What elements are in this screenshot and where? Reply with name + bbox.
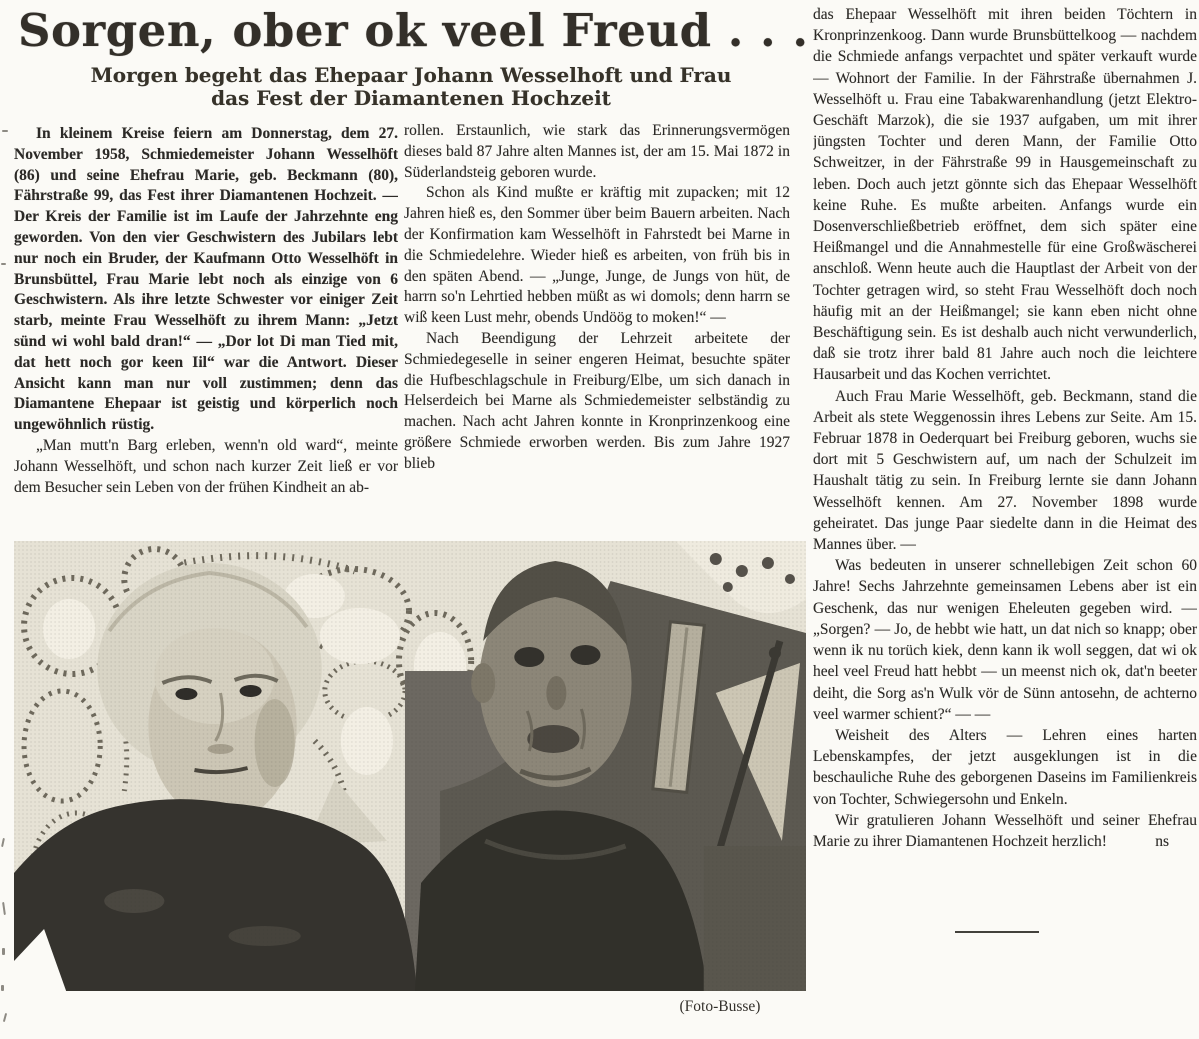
subheadline <box>86 64 736 110</box>
paragraph: Was bedeuten in unserer schnellebigen Zeit schon 60 Jahre! Sechs Jahrzehnte gemeinsamen Lebens aber ist ein Geschenk, das nur wenigen Eheleuten gegeben wird. — „Sorgen? — Jo, de hebbt wie hatt, un dat nich so knapp; ober wenn ik nu torüch kiek, denn kann ik woll seggen, dat wi ok heel veel Freud hatt hebbt — un meenst nich ok, dat'n beeter deiht, die Sorg as'n Wulk vör de Sünn antosehn, de achterno veel warmer schient?“ — — <box>813 557 1197 723</box>
paragraph: Auch Frau Marie Wesselhöft, geb. Beckmann, stand die Arbeit als stete Weggenossin ihres Lebens zur Seite. Am 15. Februar 1878 in Oederquart bei Freiburg geboren, wuchs sie dort mit 5 Geschwistern auf, um nach der Schulzeit im Haushalt tätig zu sein. In Freiburg lernte sie dann Johann Wesselhöft kennen. Am 27. November 1898 wurde geheiratet. Das junge Paar siedelte dann in die Heimat des Mannes über. — <box>813 387 1197 554</box>
margin-mark <box>2 948 5 955</box>
margin-mark <box>1 985 4 991</box>
article-column-3 <box>813 4 1197 920</box>
section-divider <box>955 931 1039 933</box>
margin-mark <box>3 1013 7 1022</box>
subheadline-line-1: Morgen begeht das Ehepaar Johann Wesselhoft und Frau <box>90 63 732 87</box>
article-column-1 <box>14 124 398 520</box>
paragraph-continuation: rollen. Erstaunlich, wie stark das Erinnerungsvermögen dieses bald 87 Jahre alten Mannes ist, der am 15. Mai 1872 in Süderlandsteig geboren wurde. <box>404 122 790 181</box>
subheadline-line-2: das Fest der Diamantenen Hochzeit <box>211 86 611 110</box>
margin-mark <box>2 902 6 915</box>
photo-credit: (Foto-Busse) <box>679 998 761 1015</box>
wedding-couple-photo <box>14 541 806 991</box>
paragraph: Weisheit des Alters — Lehren eines harten Lebenskampfes, der jetzt ausgeklungen ist in die beschauliche Ruhe des geborgenen Daseins im Familienkreis von Tochter, Schwiegersohn und Enkeln. <box>813 726 1197 808</box>
margin-mark <box>1 263 6 265</box>
paragraph: Nach Beendigung der Lehrzeit arbeitete der Schmiedegeselle in seiner engeren Heimat, besuchte später die Hufbeschlagschule in Freiburg/Elbe, um sich danach in Helserdeich bei Marne als Schmiedemeister selbständig zu machen. Nach acht Jahren konnte in Kronprinzenkoog eine größere Schmiede erworben werden. Bis zum Jahre 1927 blieb <box>404 329 790 472</box>
margin-mark <box>2 130 8 132</box>
margin-mark <box>1 838 5 847</box>
closing-text: Wir gratulieren Johann Wesselhöft und seiner Ehefrau Marie zu ihrer Diamantenen Hochzeit herzlich! <box>813 811 1197 850</box>
paragraph: „Man mutt'n Barg erleben, wenn'n old ward“, meinte Johann Wesselhöft, und schon nach kurzer Zeit ließ er vor dem Besucher sein Leben von der frühen Kindheit an ab- <box>14 436 398 496</box>
paragraph: Schon als Kind mußte er kräftig mit zupacken; mit 12 Jahren hieß es, den Sommer über beim Bauern arbeiten. Nach der Konfirmation kam Wesselhöft in Fahrstedt bei Marne in die Schmiedelehre. Wieder hieß es arbeiten, von früh bis in den späten Abend. — „Junge, Junge, de Jungs von hüt, de harrn so'n Lehrtied hebben müßt as wi domols; denn harrn se wiß keen Lust mehr, obends Undöög to moken!“ — <box>404 184 790 327</box>
paragraph-continuation: das Ehepaar Wesselhöft mit ihren beiden Töchtern in Kronprinzenkoog. Dann wurde Brunsbüttelkoog — nachdem die Schmiede anfangs verpachtet und später verkauft wurde — Wohnort der Familie. In der Fährstraße übernahmen J. Wesselhöft u. Frau eine Tabakwarenhandlung (jetzt Elektro-Geschäft Marzok), die sie 1937 aufgaben, um mit ihrer jüngsten Tochter und deren Mann, der Familie Otto Schweitzer, in der Fährstraße 99 in Hausgemeinschaft zu leben. Doch auch jetzt gönnte sich das Ehepaar Wesselhöft keine Ruhe. Es mußte arbeiten. Anfangs wurde ein Dosenverschließbetrieb eröffnet, dem sich später eine Heißmangel und die Annahmestelle für eine Großwäscherei anschloß. Wenn heute auch die Hauptlast der Arbeit von der Tochter getragen wird, so steht Frau Wesselhöft doch noch häufig mit an der Heißmangel; sie kann eben nicht ohne Beschäftigung sein. Es ist deshalb auch nicht verwunderlich, daß sie trotz ihrer bald 81 Jahre auch noch die leichtere Hausarbeit und das Kochen verrichtet. <box>813 6 1197 384</box>
article-column-2 <box>404 121 790 521</box>
lead-paragraph: In kleinem Kreise feiern am Donnerstag, dem 27. November 1958, Schmiedemeister Johann Wesselhöft (86) und seine Ehefrau Marie, geb. Beckmann (80), Fährstraße 99, das Fest ihrer Diamantenen Hochzeit. — Der Kreis der Familie ist im Laufe der Jahrzehnte eng geworden. Von den vier Geschwistern des Jubilars lebt nur noch ein Bruder, der Kaufmann Otto Wesselhöft in Brunsbüttel, Frau Marie lebt noch als einzige von 6 Geschwistern. Als ihre letzte Schwester vor einiger Zeit starb, meinte Frau Wesselhöft zu ihrem Mann: „Jetzt sünd wi wohl bald dran!“ — „Dor lot Di man Tied mit, dat hett noch gor keen Iil“ war die Antwort. Dieser Ansicht kann man nur voll zustimmen; denn das Diamantene Ehepaar ist geistig und körperlich noch ungewöhnlich rüstig. <box>14 125 398 434</box>
closing-paragraph <box>813 810 1197 852</box>
page-title: Sorgen, ober ok veel Freud . . . <box>18 4 809 57</box>
author-initials: ns <box>1155 832 1169 850</box>
